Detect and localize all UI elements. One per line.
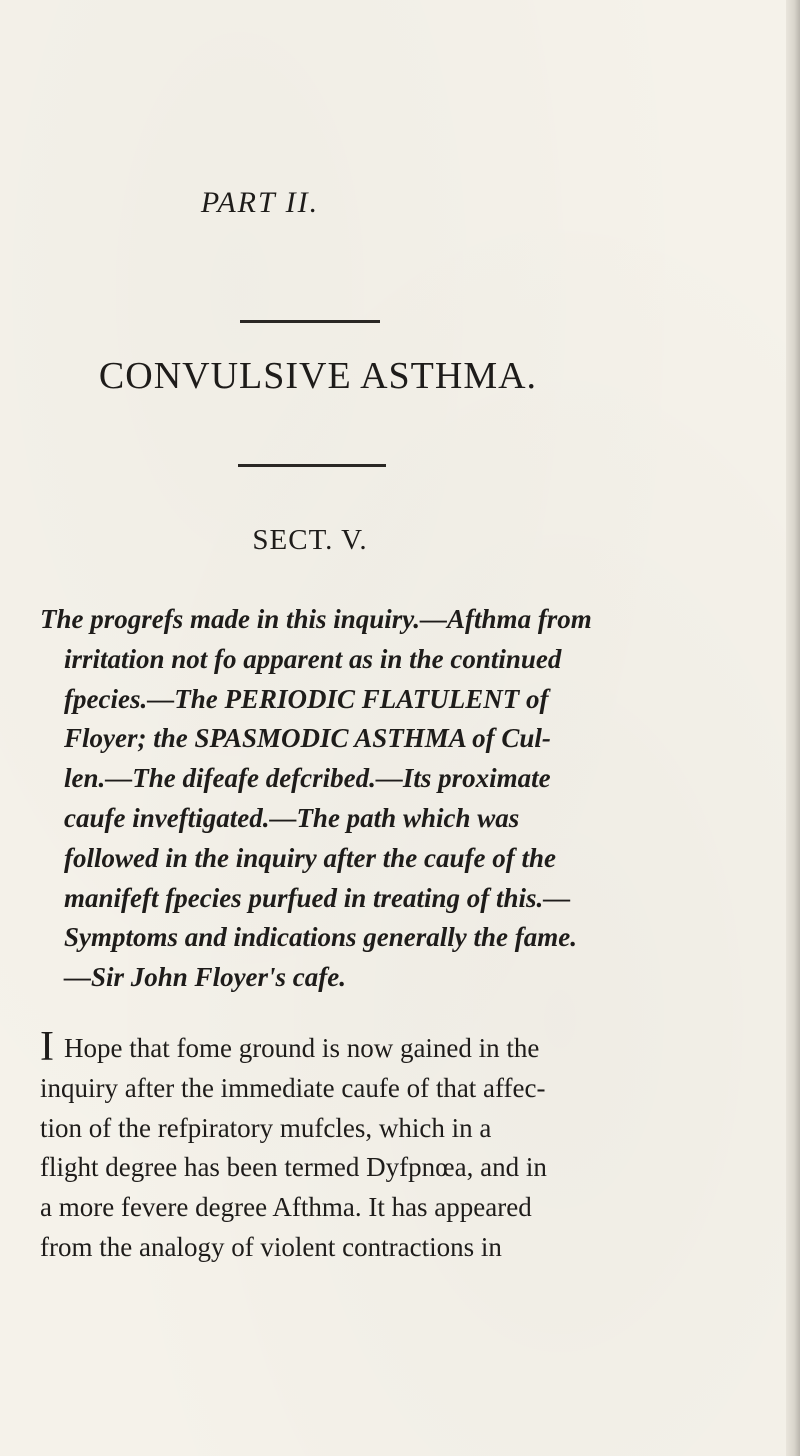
summary-line: Floyer; the SPASMODIC ASTHMA of Cul- <box>64 723 551 754</box>
summary-line: caufe inveftigated.—The path which was <box>64 802 520 833</box>
summary-line: fpecies.—The PERIODIC FLATULENT of <box>64 683 549 714</box>
body-line: from the analogy of violent contractions in <box>40 1231 502 1262</box>
body-line: inquiry after the immediate caufe of that affec- <box>40 1072 546 1103</box>
body-first-line <box>40 1026 640 1069</box>
body-line: flight degree has been termed Dyfpnœa, and in <box>40 1152 547 1183</box>
summary-line: manifeft fpecies purfued in treating of this.— <box>64 882 571 913</box>
summary-line: irritation not fo apparent as in the continued <box>64 643 562 674</box>
body-paragraph <box>40 1026 640 1268</box>
drop-cap: I <box>40 1024 54 1070</box>
summary-line: followed in the inquiry after the caufe of the <box>64 842 556 873</box>
chapter-title: CONVULSIVE ASTHMA. <box>98 355 538 397</box>
section-heading: SECT. V. <box>252 524 368 556</box>
summary-line: —Sir John Floyer's cafe. <box>64 962 347 993</box>
page-edge-shadow <box>786 0 800 1456</box>
decorative-rule-bottom <box>238 464 386 467</box>
decorative-rule-top <box>240 320 380 323</box>
summary-line: Symptoms and indications generally the fame. <box>64 922 578 953</box>
body-line-text: Hope that fome ground is now gained in the <box>64 1033 540 1063</box>
body-line: a more fevere degree Afthma. It has appeared <box>40 1192 532 1223</box>
summary-line: len.—The difeafe defcribed.—Its proximate <box>64 763 551 794</box>
section-summary <box>40 600 650 998</box>
part-heading: PART II. <box>200 186 320 219</box>
summary-line: The progrefs made in this inquiry.—Afthma from <box>40 604 592 634</box>
body-line: tion of the refpiratory mufcles, which in a <box>40 1112 492 1143</box>
